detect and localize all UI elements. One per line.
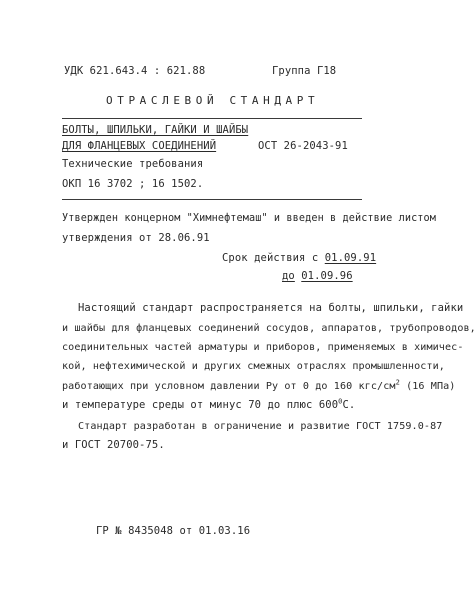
standard-type: ОТРАСЛЕВОЙ СТАНДАРТ <box>106 94 320 107</box>
degree-mark: 0 <box>338 397 343 406</box>
validity-to-label: до <box>282 270 295 282</box>
body-p1-line-2: и шайбы для фланцевых соединений сосудов, аппаратов, трубопроводов, <box>62 323 476 334</box>
body-p2-line-2: и ГОСТ 20700-75. <box>62 439 165 451</box>
udk-code: УДК 621.643.4 : 621.88 <box>64 65 206 77</box>
okp-code: ОКП 16 3702 ; 16 1502. <box>62 178 204 190</box>
title-line-1: БОЛТЫ, ШПИЛЬКИ, ГАЙКИ И ШАЙБЫ <box>62 124 249 136</box>
group-code: Группа Г18 <box>272 65 337 77</box>
pressure-text: работающих при условном давлении Ру от 0 до 160 кгс/см <box>62 381 396 392</box>
approval-line-2: утверждения от 28.06.91 <box>62 232 210 244</box>
body-p1-line-4: кой, нефтехимической и других смежных отраслях промышленности, <box>62 361 445 372</box>
validity-from-label: Срок действия с <box>222 252 319 264</box>
validity-from <box>222 252 376 265</box>
body-p1-line-3: соединительных частей арматуры и приборов, применяемых в химичес- <box>62 342 464 353</box>
registration-stamp: ГР № 8435048 от 01.03.16 <box>96 525 251 537</box>
approval-line-1: Утвержден концерном "Химнефтемаш" и введен в действие листом <box>62 213 437 224</box>
middle-divider <box>62 199 362 200</box>
body-p2-line-1: Стандарт разработан в ограничение и развитие ГОСТ 1759.0-87 <box>78 421 443 432</box>
celsius-unit: С. <box>342 399 356 411</box>
body-p1-line-1: Настоящий стандарт распространяется на болты, шпильки, гайки <box>78 302 464 314</box>
temperature-text: и температуре среды от минус 70 до плюс 600 <box>62 399 339 411</box>
body-p1-line-6 <box>62 399 355 412</box>
designation: ОСТ 26-2043-91 <box>258 140 348 152</box>
validity-to-date: 01.09.96 <box>301 270 353 282</box>
title-line-2: ДЛЯ ФЛАНЦЕВЫХ СОЕДИНЕНИЙ <box>62 140 217 152</box>
top-divider <box>62 118 362 119</box>
pressure-exponent: 2 <box>395 378 400 387</box>
validity-from-date: 01.09.91 <box>324 252 377 264</box>
validity-to <box>282 270 353 283</box>
body-p1-line-5 <box>62 380 455 393</box>
title-line-3: Технические требования <box>62 158 204 170</box>
pressure-mpa: (16 МПа) <box>399 381 456 392</box>
